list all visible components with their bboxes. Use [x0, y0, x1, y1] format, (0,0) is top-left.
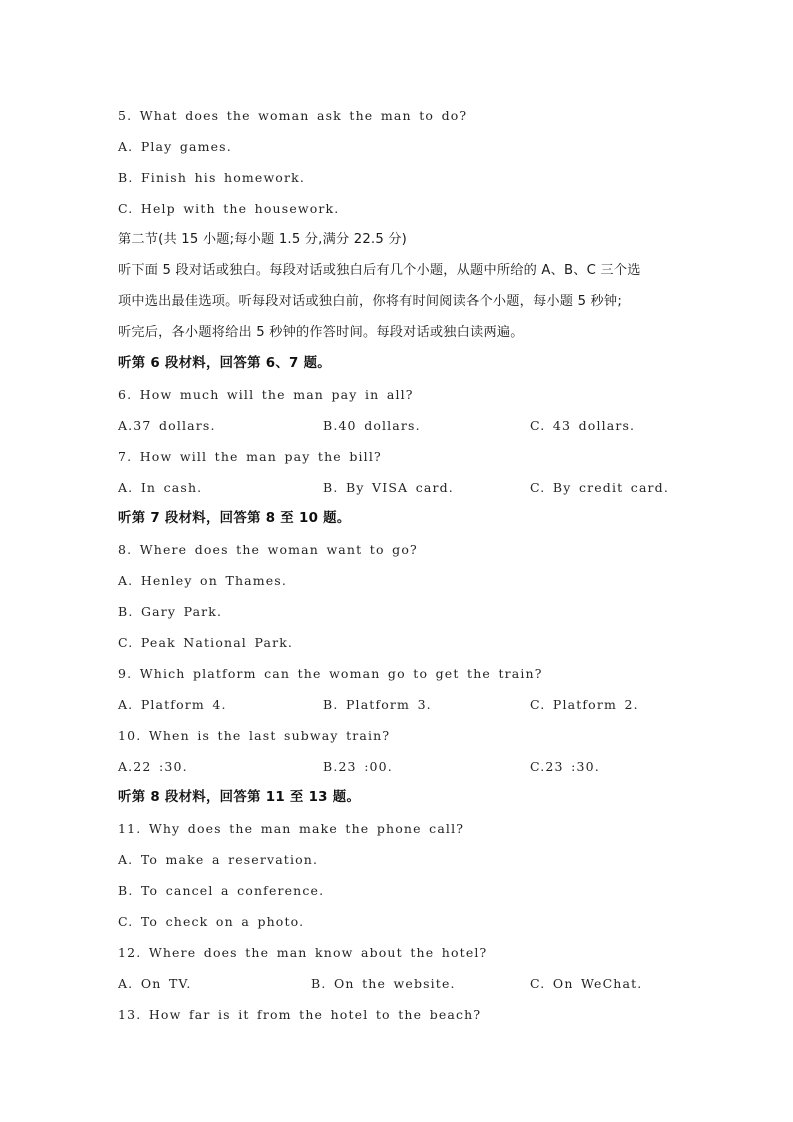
material-6-header: 听第 6 段材料，回答第 6、7 题。 [118, 356, 331, 371]
question-12-option-b[interactable]: B. On the website. [311, 976, 456, 991]
question-8-stem: 8. Where does the woman want to go? [118, 542, 418, 557]
question-5-option-a[interactable]: A. Play games. [118, 139, 232, 154]
section-2-instruction-line-3: 听完后，各小题将给出 5 秒钟的作答时间。每段对话或独白读两遍。 [118, 325, 524, 340]
question-7-stem: 7. How will the man pay the bill? [118, 449, 382, 464]
question-13-stem: 13. How far is it from the hotel to the beach? [118, 1007, 482, 1022]
question-6-option-b[interactable]: B.40 dollars. [323, 418, 421, 433]
question-9-options [118, 689, 676, 720]
section-2-instruction-line-2: 项中选出最佳选项。听每段对话或独白前，你将有时间阅读各个小题，每小题 5 秒钟; [118, 294, 622, 309]
material-7-header: 听第 7 段材料，回答第 8 至 10 题。 [118, 511, 351, 526]
question-6-stem: 6. How much will the man pay in all? [118, 387, 414, 402]
question-8-option-c[interactable]: C. Peak National Park. [118, 635, 294, 650]
question-7-options [118, 472, 676, 503]
question-12-stem: 12. Where does the man know about the hotel? [118, 945, 488, 960]
question-7-option-b[interactable]: B. By VISA card. [323, 480, 454, 495]
question-10-option-c[interactable]: C.23 :30. [530, 759, 600, 774]
question-5-option-c[interactable]: C. Help with the housework. [118, 201, 340, 216]
material-8-header: 听第 8 段材料，回答第 11 至 13 题。 [118, 790, 361, 805]
section-2-instruction-line-1: 听下面 5 段对话或独白。每段对话或独白后有几个小题，从题中所给的 A、B、C 三个选 [118, 263, 641, 278]
question-8-option-b[interactable]: B. Gary Park. [118, 604, 223, 619]
question-11-option-a[interactable]: A. To make a reservation. [118, 852, 319, 867]
question-12-option-a[interactable]: A. On TV. [118, 976, 192, 991]
question-10-stem: 10. When is the last subway train? [118, 728, 391, 743]
question-10-option-a[interactable]: A.22 :30. [118, 759, 188, 774]
question-5-stem: 5. What does the woman ask the man to do? [118, 108, 468, 123]
question-10-option-b[interactable]: B.23 :00. [323, 759, 393, 774]
question-8-option-a[interactable]: A. Henley on Thames. [118, 573, 287, 588]
question-11-option-b[interactable]: B. To cancel a conference. [118, 883, 325, 898]
question-6-options [118, 410, 676, 441]
question-7-option-a[interactable]: A. In cash. [118, 480, 203, 495]
question-9-option-b[interactable]: B. Platform 3. [323, 697, 432, 712]
question-9-stem: 9. Which platform can the woman go to get the train? [118, 666, 543, 681]
question-12-option-c[interactable]: C. On WeChat. [530, 976, 643, 991]
question-7-option-c[interactable]: C. By credit card. [530, 480, 669, 495]
question-6-option-c[interactable]: C. 43 dollars. [530, 418, 636, 433]
question-10-options [118, 751, 676, 782]
question-5-option-b[interactable]: B. Finish his homework. [118, 170, 305, 185]
question-11-option-c[interactable]: C. To check on a photo. [118, 914, 305, 929]
section-2-heading: 第二节(共 15 小题;每小题 1.5 分,满分 22.5 分) [118, 232, 408, 247]
question-11-stem: 11. Why does the man make the phone call? [118, 821, 465, 836]
exam-content-column [118, 100, 676, 1030]
question-6-option-a[interactable]: A.37 dollars. [118, 418, 216, 433]
question-9-option-c[interactable]: C. Platform 2. [530, 697, 639, 712]
question-9-option-a[interactable]: A. Platform 4. [118, 697, 227, 712]
question-12-options [118, 968, 676, 999]
